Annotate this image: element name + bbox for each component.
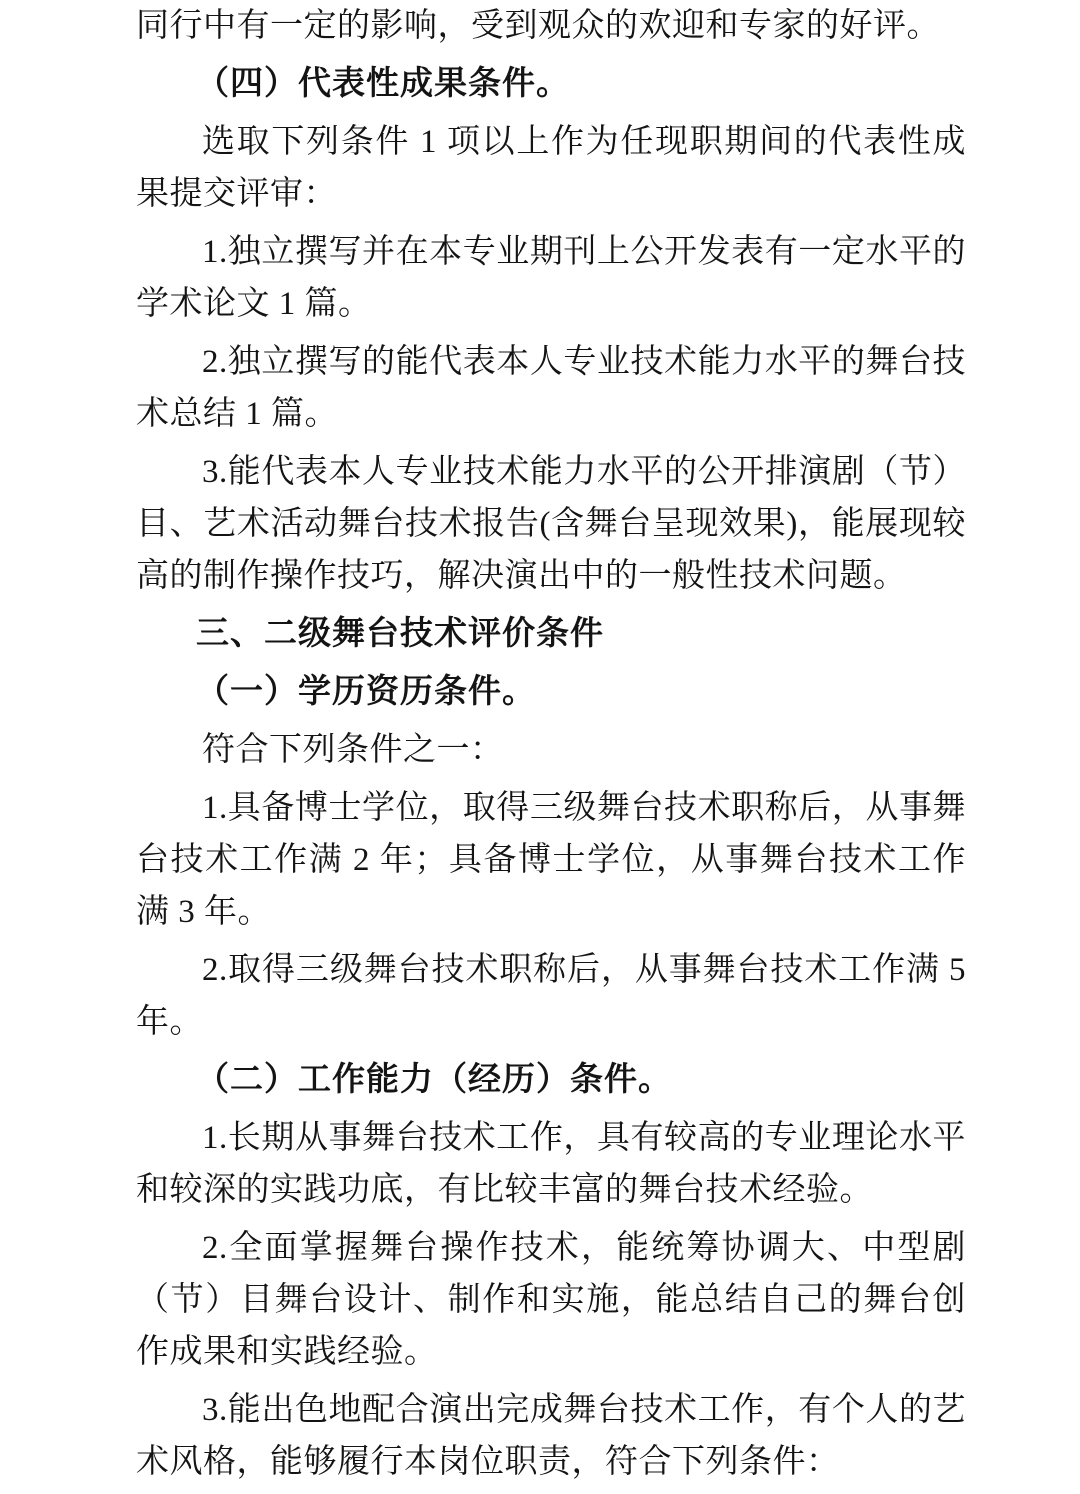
heading-section-three: 三、二级舞台技术评价条件 — [196, 616, 604, 652]
heading-item-four: （四）代表性成果条件。 — [196, 66, 570, 102]
list-item-1-academic-paper: 1.独立撰写并在本专业期刊上公开发表有一定水平的学术论文 1 篇。 — [136, 234, 966, 322]
heading-item-one: （一）学历资历条件。 — [196, 674, 536, 710]
paragraph-select-conditions: 选取下列条件 1 项以上作为任现职期间的代表性成果提交评审： — [136, 124, 966, 212]
list-item-1-doctorate: 1.具备博士学位，取得三级舞台技术职称后，从事舞台技术工作满 2 年；具备博士学位，从事舞台技术工作满 3 年。 — [136, 790, 966, 930]
list-item-3-public-rehearsal-report: 3.能代表本人专业技术能力水平的公开排演剧（节）目、艺术活动舞台技术报告(含舞台呈现效果)，能展现较高的制作操作技巧，解决演出中的一般性技术问题。 — [136, 454, 966, 594]
list-item-2-after-title: 2.取得三级舞台技术职称后，从事舞台技术工作满 5 年。 — [136, 952, 966, 1040]
list-item-2-technical-summary: 2.独立撰写的能代表本人专业技术能力水平的舞台技术总结 1 篇。 — [136, 344, 966, 432]
list-item-3-performance-cooperation: 3.能出色地配合演出完成舞台技术工作，有个人的艺术风格，能够履行本岗位职责，符合下列条件： — [136, 1392, 966, 1480]
heading-item-two: （二）工作能力（经历）条件。 — [196, 1062, 672, 1098]
paragraph-meet-one-of: 符合下列条件之一： — [202, 732, 504, 768]
list-item-1-long-term-work: 1.长期从事舞台技术工作，具有较高的专业理论水平和较深的实践功底，有比较丰富的舞台技术经验。 — [136, 1120, 966, 1208]
paragraph-continuation: 同行中有一定的影响，受到观众的欢迎和专家的好评。 — [136, 8, 940, 44]
document-text-column — [136, 0, 966, 1494]
list-item-2-stage-operation: 2.全面掌握舞台操作技术，能统筹协调大、中型剧（节）目舞台设计、制作和实施，能总结自己的舞台创作成果和实践经验。 — [136, 1230, 966, 1370]
